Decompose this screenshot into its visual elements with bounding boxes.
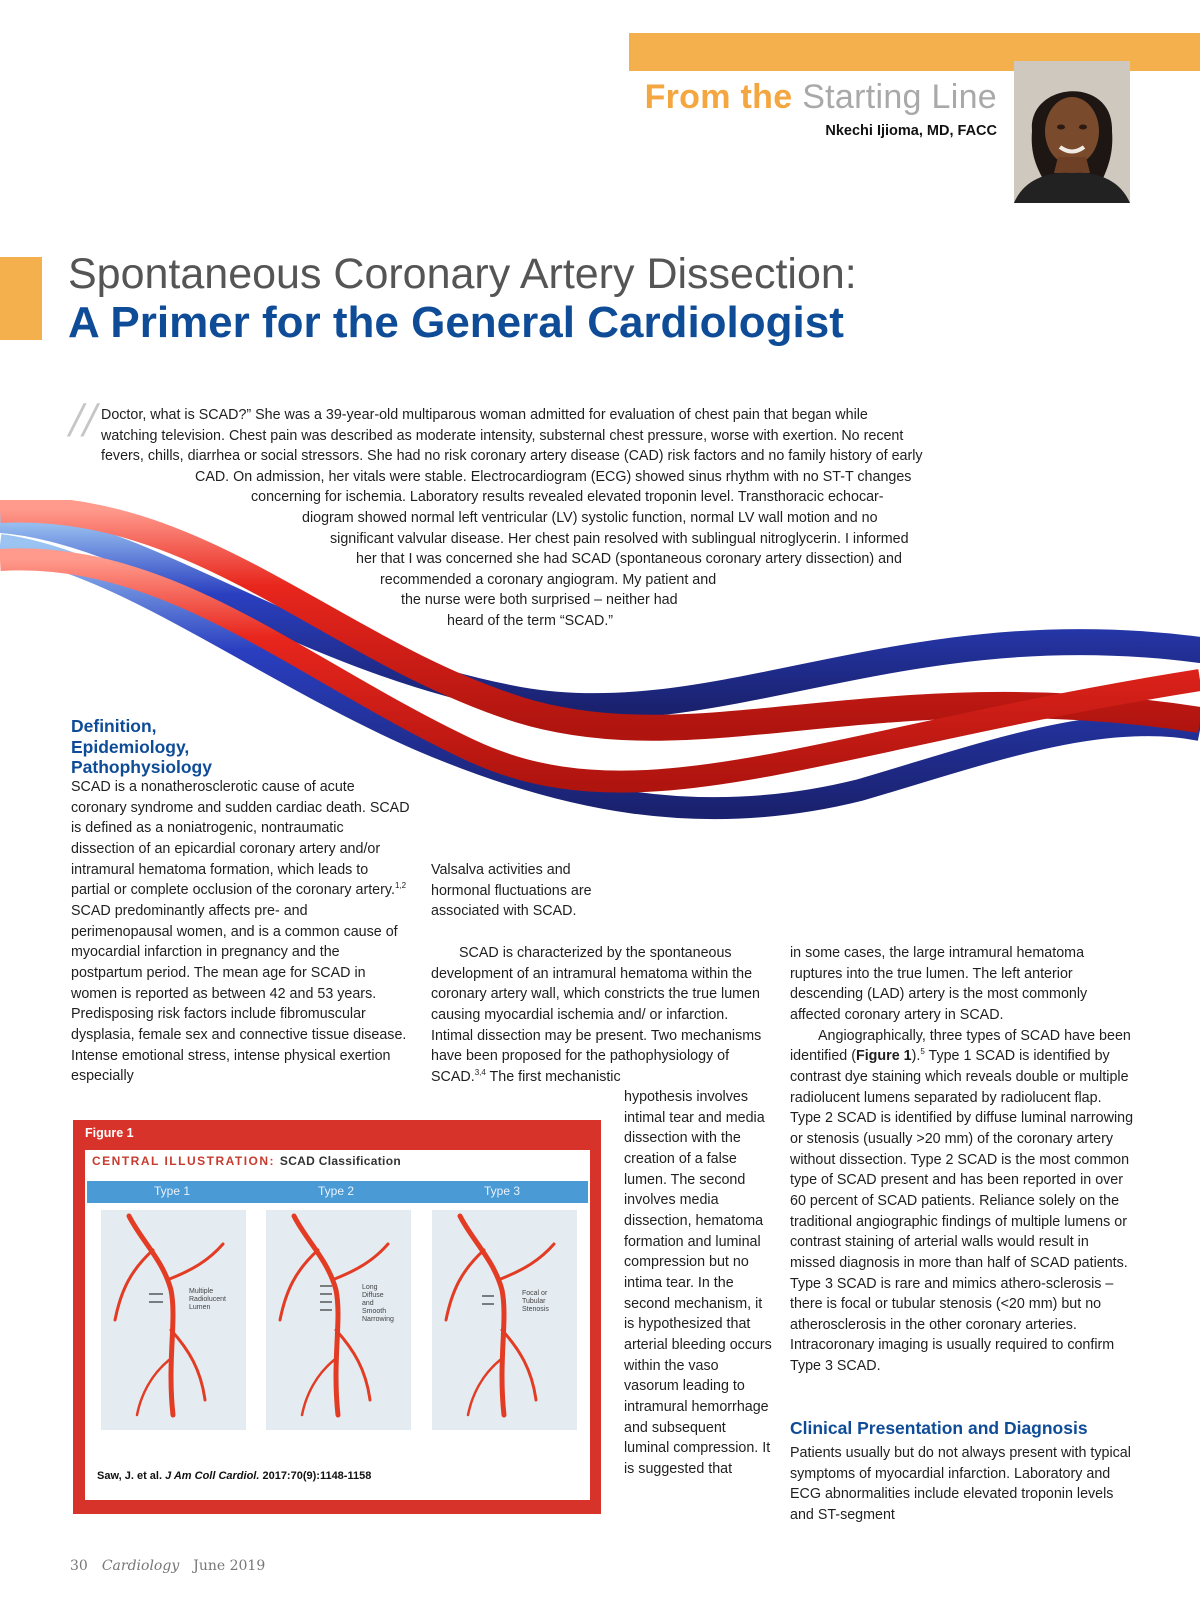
body-text: Angiographically, three types of SCAD have been identified ( (790, 1027, 1131, 1065)
body-text: hypothesis involves intimal tear and media dissection with the creation of a false lumen. The second involves media dissection, hematoma formation and luminal compression but no intima tear. In the second mechanism, it is hypothesized that arterial bleeding occurs within the vaso vasorum leading to intramural hemorrhage and subsequent luminal compression. It is suggested that (624, 1089, 772, 1477)
intro-line: heard of the term “SCAD.” (447, 613, 614, 629)
body-text: in some cases, the large intramural hematoma ruptures into the true lumen. The left anterior descending (LAD) artery is the most commonly affected coronary artery in SCAD. (790, 945, 1088, 1023)
citation-sup: 3,4 (474, 1068, 486, 1078)
body-text: Type 1 SCAD is identified by contrast dye staining which reveals double or multiple radiolucent lumens separated by radiolucent flap. Type 2 SCAD is identified by diffuse luminal narrowing or stenosis (usually >20 mm) of the coronary artery without dissection. Type 2 SCAD is the most common type of SCAD present and has been reported in over 60 percent of SCAD patients. Reliance solely on the traditional angiographic findings of multiple lumens or contrast staining of arterial walls would result in missed diagnosis in more than half of SCAD patients. Type 3 SCAD is rare and mimics athero-sclerosis – there is focal or tubular stenosis (<20 mm) but no atherosclerosis in the other coronary arteries. Intracoronary imaging is usually required to confirm Type 3 SCAD. (790, 1048, 1134, 1375)
figure-angiogram-type1 (101, 1210, 246, 1430)
annotation-line: Focal or (522, 1290, 548, 1297)
body-text: SCAD predominantly affects pre- and perimenopausal women, and is a common cause of myocardial infarction in pregnancy and the postpartum period. The mean age for SCAD in women is reported as between 42 and 53 years. Predisposing risk factors include fibromuscular dysplasia, female sex and connective tissue disease. Intense emotional stress, intense physical exertion especially (71, 902, 407, 1085)
intro-line: significant valvular disease. Her chest pain resolved with sublingual nitroglycerin. I informed (330, 530, 909, 547)
column-title-part1: From the (644, 78, 793, 116)
figure-type-label: Type 3 (484, 1184, 521, 1198)
author-portrait-icon (1014, 61, 1130, 203)
annotation-line: and (362, 1300, 374, 1307)
article-title-line1: Spontaneous Coronary Artery Dissection: (68, 250, 857, 298)
annotation-line: Radiolucent (189, 1296, 226, 1303)
citation-journal: J Am Coll Cardiol. (165, 1470, 260, 1482)
magazine-name: Cardiology (101, 1558, 180, 1574)
citation-text: 2017:70(9):1148-1158 (259, 1470, 372, 1482)
intro-line: recommended a coronary angiogram. My patient and (380, 571, 717, 588)
figure-subtitle: SCAD Classification (279, 1154, 401, 1168)
body-text: SCAD is a nonatherosclerotic cause of acute coronary syndrome and sudden cardiac death. SCAD is defined as a noniatrogenic, nontraumatic dissection of an epicardial coronary artery and/or intramural hematoma formation, which leads to partial or complete occlusion of the coronary artery. (71, 779, 410, 899)
body-column-3-section2 (790, 1443, 1135, 1526)
coronary-artery-icon (432, 1210, 577, 1430)
section-heading-line: Epidemiology, (71, 736, 190, 757)
section-heading-definition (71, 716, 212, 778)
figure-central-label: CENTRAL ILLUSTRATION: (92, 1154, 276, 1168)
figure-angiogram-type2 (266, 1210, 411, 1430)
body-column-2 (431, 943, 771, 1088)
citation-sup: 1,2 (394, 881, 407, 891)
intro-line: watching television. Chest pain was described as moderate intensity, substernal chest pressure, worse with exertion. No recent (101, 427, 904, 444)
body-column-1 (71, 777, 411, 1087)
author-name: Nkechi Ijioma, MD, FACC (825, 123, 997, 139)
title-accent-bar (0, 257, 42, 340)
intro-line: diogram showed normal left ventricular (LV) systolic function, normal LV wall motion and no (302, 510, 878, 526)
annotation-line: Smooth (362, 1308, 387, 1315)
intro-line: fevers, chills, diarrhea or social stressors. She had no risk coronary artery disease (CAD) risk factors and no family history of early (101, 448, 923, 465)
citation-text: Saw, J. et al. (97, 1470, 166, 1482)
annotation-line: Multiple (189, 1288, 214, 1295)
annotation-line: Long (362, 1284, 378, 1291)
body-text: The first mechanistic (485, 1068, 621, 1085)
figure-citation (97, 1470, 371, 1482)
coronary-artery-icon (101, 1210, 246, 1430)
body-column-2-narrow (624, 1087, 774, 1479)
column-title (645, 78, 997, 117)
page-footer (70, 1558, 265, 1574)
article-title-line2: A Primer for the General Cardiologist (68, 298, 844, 347)
body-text: Valsalva activities and hormonal fluctuations are associated with SCAD. (431, 862, 592, 920)
intro-line: the nurse were both surprised – neither had (401, 592, 678, 609)
figure-type-label: Type 1 (154, 1184, 191, 1198)
body-column-3 (790, 943, 1135, 1377)
quote-mark-icon: // (70, 397, 97, 443)
body-text: ). (911, 1048, 921, 1065)
figure-type-label: Type 2 (318, 1184, 355, 1198)
intro-line: CAD. On admission, her vitals were stable. Electrocardiogram (ECG) showed sinus rhythm with no ST-T changes (195, 468, 912, 485)
figure-reference: Figure 1 (855, 1048, 912, 1065)
annotation-line: Narrowing (362, 1316, 394, 1323)
issue-date: June 2019 (193, 1558, 266, 1574)
citation-sup: 5 (920, 1047, 925, 1057)
page-number: 30 (70, 1558, 88, 1574)
figure-annotation (189, 1288, 226, 1312)
section-heading-clinical: Clinical Presentation and Diagnosis (790, 1418, 1088, 1438)
annotation-line: Tubular (522, 1298, 546, 1305)
annotation-line: Diffuse (362, 1292, 384, 1299)
body-text: Patients usually but do not always present with typical symptoms of myocardial infarction. Laboratory and ECG abnormalities include elevated troponin levels and ST-segment (790, 1445, 1131, 1523)
figure-annotation (362, 1284, 394, 1324)
figure-central-title (92, 1154, 401, 1168)
column-title-part2: Starting Line (802, 78, 997, 116)
figure-annotation (522, 1290, 549, 1314)
section-heading-line: Pathophysiology (71, 757, 212, 778)
intro-line: her that I was concerned she had SCAD (spontaneous coronary artery dissection) and (356, 551, 902, 568)
figure-label: Figure 1 (85, 1126, 134, 1140)
annotation-line: Stenosis (522, 1306, 549, 1313)
annotation-line: Lumen (189, 1304, 211, 1311)
intro-line: concerning for ischemia. Laboratory results revealed elevated troponin level. Transthoracic echocar- (251, 489, 884, 506)
author-photo (1014, 61, 1130, 203)
body-text: SCAD is characterized by the spontaneous development of an intramural hematoma within the coronary artery wall, which constricts the true lumen causing myocardial ischemia and/ or infarction. Intimal dissection may be present. Two mechanisms have been proposed for the pathophysiology of SCAD. (431, 945, 762, 1085)
body-column-2-top (431, 860, 611, 922)
section-heading-line: Definition, (71, 716, 157, 736)
figure-angiogram-type3 (432, 1210, 577, 1430)
intro-line: Doctor, what is SCAD?” She was a 39-year-old multiparous woman admitted for evaluation of chest pain that began while (101, 407, 868, 423)
